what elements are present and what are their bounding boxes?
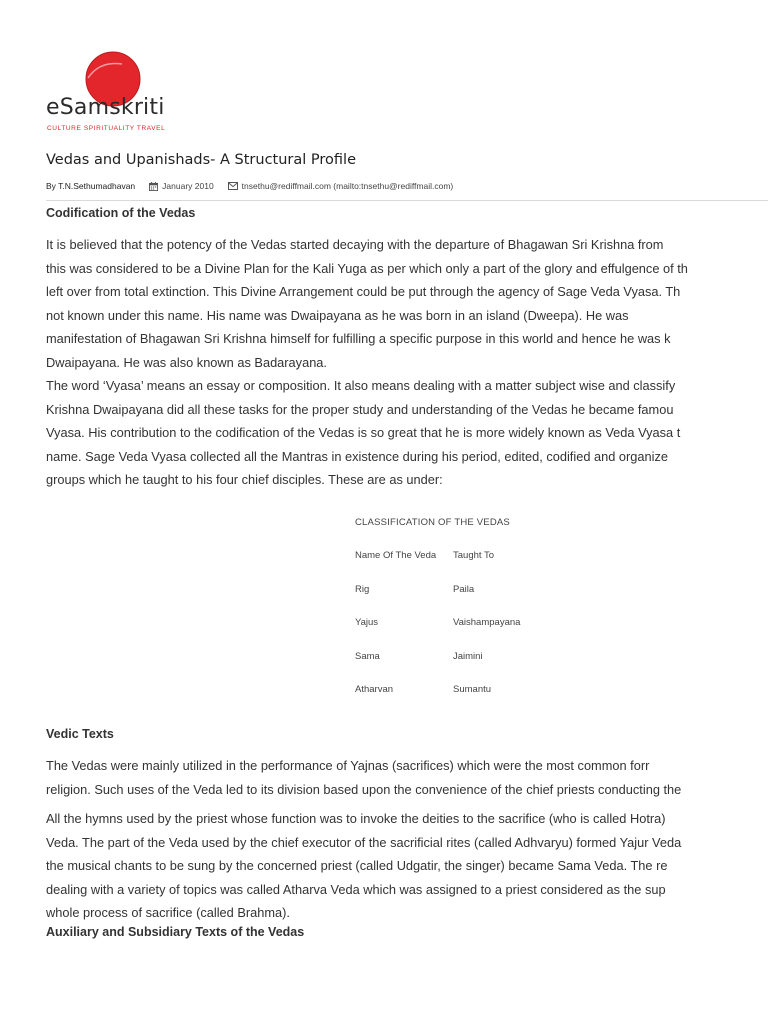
publish-date: January 2010 <box>149 181 214 191</box>
table-caption: CLASSIFICATION OF THE VEDAS <box>355 517 510 528</box>
paragraph-vedic-texts-2: All the hymns used by the priest whose function was to invoke the deities to the sacrifice (who is called Hotra) Veda. The part of the Veda used by the chief executor of the sacrificial rites (called Adhvaryu) formed Yajur Veda the musical chants to be sung by the concerned priest (called Udgatir, the singer) became Sama Veda. The re dealing with a variety of topics was called Atharva Veda which was assigned to a priest considered as the sup whole process of sacrifice (called Brahma). <box>46 811 682 920</box>
table-cell: Jaimini <box>453 651 483 662</box>
calendar-icon <box>149 182 158 191</box>
envelope-icon <box>228 182 238 190</box>
table-cell: Yajus <box>355 617 379 628</box>
header-divider <box>46 200 768 201</box>
brand-name: eSamskriti <box>46 95 165 120</box>
table-cell: Sama <box>355 651 380 662</box>
table-header-cell: Name Of The Veda <box>355 550 437 561</box>
section-heading-codification: Codification of the Vedas <box>46 206 196 220</box>
table-header-cell: Taught To <box>453 550 495 561</box>
section-heading-auxiliary: Auxiliary and Subsidiary Texts of the Vedas <box>46 925 305 939</box>
paragraph-codification-2: The word ‘Vyasa’ means an essay or composition. It also means dealing with a matter subject wise and classify Krishna Dwaipayana did all these tasks for the proper study and understanding of the Vedas he became famou Vyasa. His contribution to the codification of the Vedas is so great that he is more widely known as Veda Vyasa t name. Sage Veda Vyasa collected all the Mantras in existence during his period, edited, codified and organize groups which he taught to his four chief disciples. These are as under: <box>46 378 681 487</box>
author-email-link[interactable]: tnsethu@rediffmail.com (mailto:tnsethu@rediffmail.com) <box>228 181 454 191</box>
paragraph-codification-1: It is believed that the potency of the Vedas started decaying with the departure of Bhagawan Sri Krishna from this was considered to be a Divine Plan for the Kali Yuga as per which only a part of the glory and effulgence of th left over from total extinction. This Divine Arrangement could be put through the agency of Sage Veda Vyasa. Th not known under this name. His name was Dwaipayana as he was born in an island (Dweepa). He was manifestation of Bhagawan Sri Krishna himself for fulfilling a specific purpose in this world and hence he was k Dwaipayana. He was also known as Badarayana. <box>46 237 688 370</box>
brand-tagline: CULTURE SPIRITUALITY TRAVEL <box>47 125 166 132</box>
article-byline <box>46 181 453 191</box>
section-heading-vedic-texts: Vedic Texts <box>46 727 114 741</box>
article-title: Vedas and Upanishads- A Structural Profile <box>46 152 356 168</box>
paragraph-vedic-texts-1: The Vedas were mainly utilized in the performance of Yajnas (sacrifices) which were the most common forr religion. Such uses of the Veda led to its division based upon the convenience of the chief priests conducting the <box>46 758 682 797</box>
site-logo[interactable] <box>46 48 176 138</box>
author-name: By T.N.Sethumadhavan <box>46 181 136 191</box>
table-cell: Sumantu <box>453 684 492 695</box>
table-cell: Paila <box>453 584 475 595</box>
table-cell: Atharvan <box>355 684 394 695</box>
table-cell: Vaishampayana <box>453 617 521 628</box>
table-cell: Rig <box>355 584 370 595</box>
